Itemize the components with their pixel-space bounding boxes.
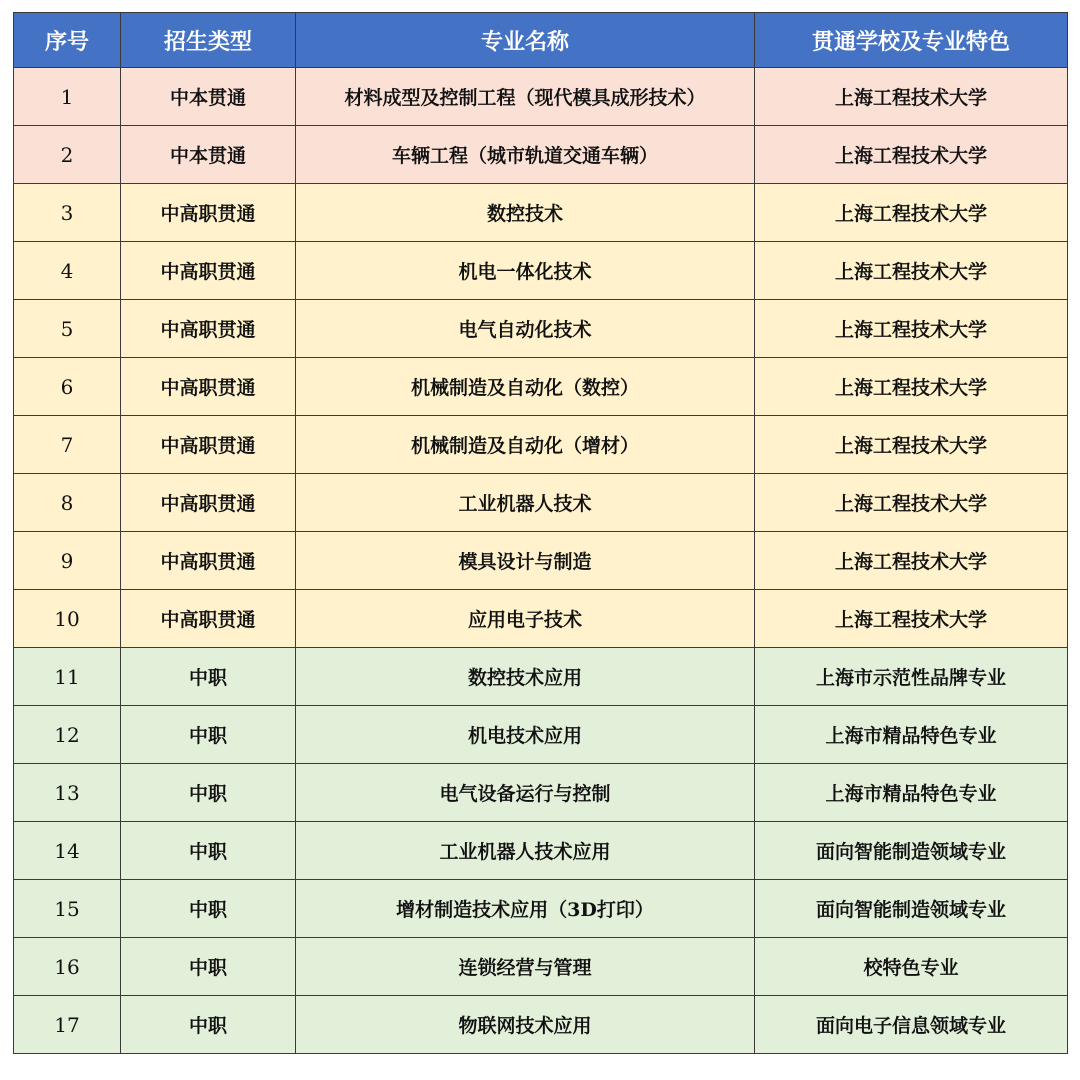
cell-enrollment-type: 中本贯通	[121, 126, 296, 184]
cell-serial-number: 5	[14, 300, 121, 358]
cell-serial-number: 8	[14, 474, 121, 532]
header-row	[14, 13, 1068, 68]
cell-major-name: 机械制造及自动化（数控）	[296, 358, 755, 416]
cell-enrollment-type: 中职	[121, 822, 296, 880]
table-row	[14, 358, 1068, 416]
table-header	[14, 13, 1068, 68]
table-row	[14, 242, 1068, 300]
table-row	[14, 300, 1068, 358]
cell-school-and-feature: 上海工程技术大学	[755, 474, 1068, 532]
cell-enrollment-type: 中职	[121, 648, 296, 706]
cell-school-and-feature: 上海工程技术大学	[755, 416, 1068, 474]
table-row	[14, 764, 1068, 822]
cell-major-name: 工业机器人技术应用	[296, 822, 755, 880]
enrollment-table-container	[13, 12, 1067, 1054]
cell-serial-number: 6	[14, 358, 121, 416]
cell-major-name: 连锁经营与管理	[296, 938, 755, 996]
cell-major-name: 工业机器人技术	[296, 474, 755, 532]
header-serial-number: 序号	[14, 13, 121, 68]
cell-serial-number: 2	[14, 126, 121, 184]
cell-school-and-feature: 上海工程技术大学	[755, 358, 1068, 416]
cell-enrollment-type: 中职	[121, 764, 296, 822]
cell-enrollment-type: 中本贯通	[121, 68, 296, 126]
cell-major-name: 数控技术	[296, 184, 755, 242]
cell-school-and-feature: 上海工程技术大学	[755, 184, 1068, 242]
cell-school-and-feature: 面向电子信息领域专业	[755, 996, 1068, 1054]
enrollment-majors-table	[13, 12, 1068, 1054]
cell-major-name: 车辆工程（城市轨道交通车辆）	[296, 126, 755, 184]
table-row	[14, 68, 1068, 126]
cell-major-name: 机械制造及自动化（增材）	[296, 416, 755, 474]
cell-school-and-feature: 上海工程技术大学	[755, 532, 1068, 590]
table-row	[14, 996, 1068, 1054]
cell-enrollment-type: 中职	[121, 996, 296, 1054]
cell-enrollment-type: 中职	[121, 938, 296, 996]
cell-serial-number: 15	[14, 880, 121, 938]
cell-serial-number: 13	[14, 764, 121, 822]
cell-serial-number: 7	[14, 416, 121, 474]
table-row	[14, 880, 1068, 938]
cell-major-name: 电气自动化技术	[296, 300, 755, 358]
table-row	[14, 648, 1068, 706]
cell-school-and-feature: 上海市示范性品牌专业	[755, 648, 1068, 706]
cell-school-and-feature: 上海市精品特色专业	[755, 764, 1068, 822]
cell-enrollment-type: 中高职贯通	[121, 474, 296, 532]
cell-enrollment-type: 中职	[121, 706, 296, 764]
cell-major-name: 材料成型及控制工程（现代模具成形技术）	[296, 68, 755, 126]
table-row	[14, 706, 1068, 764]
cell-serial-number: 10	[14, 590, 121, 648]
cell-serial-number: 11	[14, 648, 121, 706]
cell-major-name: 机电技术应用	[296, 706, 755, 764]
cell-enrollment-type: 中高职贯通	[121, 184, 296, 242]
cell-enrollment-type: 中高职贯通	[121, 532, 296, 590]
table-row	[14, 590, 1068, 648]
cell-serial-number: 14	[14, 822, 121, 880]
cell-major-name: 电气设备运行与控制	[296, 764, 755, 822]
cell-school-and-feature: 上海工程技术大学	[755, 68, 1068, 126]
cell-school-and-feature: 上海工程技术大学	[755, 590, 1068, 648]
table-row	[14, 126, 1068, 184]
header-major-name: 专业名称	[296, 13, 755, 68]
cell-serial-number: 9	[14, 532, 121, 590]
cell-enrollment-type: 中高职贯通	[121, 242, 296, 300]
cell-enrollment-type: 中高职贯通	[121, 416, 296, 474]
table-row	[14, 474, 1068, 532]
cell-enrollment-type: 中高职贯通	[121, 590, 296, 648]
cell-school-and-feature: 面向智能制造领域专业	[755, 880, 1068, 938]
cell-major-name: 机电一体化技术	[296, 242, 755, 300]
cell-serial-number: 1	[14, 68, 121, 126]
table-row	[14, 532, 1068, 590]
cell-enrollment-type: 中高职贯通	[121, 300, 296, 358]
table-body	[14, 68, 1068, 1054]
cell-serial-number: 16	[14, 938, 121, 996]
cell-major-name: 模具设计与制造	[296, 532, 755, 590]
cell-major-name: 应用电子技术	[296, 590, 755, 648]
cell-school-and-feature: 上海工程技术大学	[755, 300, 1068, 358]
cell-enrollment-type: 中高职贯通	[121, 358, 296, 416]
cell-school-and-feature: 面向智能制造领域专业	[755, 822, 1068, 880]
cell-major-name: 增材制造技术应用（3D打印）	[296, 880, 755, 938]
cell-enrollment-type: 中职	[121, 880, 296, 938]
table-row	[14, 184, 1068, 242]
cell-school-and-feature: 校特色专业	[755, 938, 1068, 996]
cell-serial-number: 12	[14, 706, 121, 764]
cell-school-and-feature: 上海工程技术大学	[755, 242, 1068, 300]
cell-serial-number: 3	[14, 184, 121, 242]
cell-school-and-feature: 上海市精品特色专业	[755, 706, 1068, 764]
cell-major-name: 物联网技术应用	[296, 996, 755, 1054]
header-school-and-feature: 贯通学校及专业特色	[755, 13, 1068, 68]
cell-school-and-feature: 上海工程技术大学	[755, 126, 1068, 184]
table-row	[14, 416, 1068, 474]
cell-serial-number: 17	[14, 996, 121, 1054]
table-row	[14, 938, 1068, 996]
header-enrollment-type: 招生类型	[121, 13, 296, 68]
cell-major-name: 数控技术应用	[296, 648, 755, 706]
cell-serial-number: 4	[14, 242, 121, 300]
table-row	[14, 822, 1068, 880]
